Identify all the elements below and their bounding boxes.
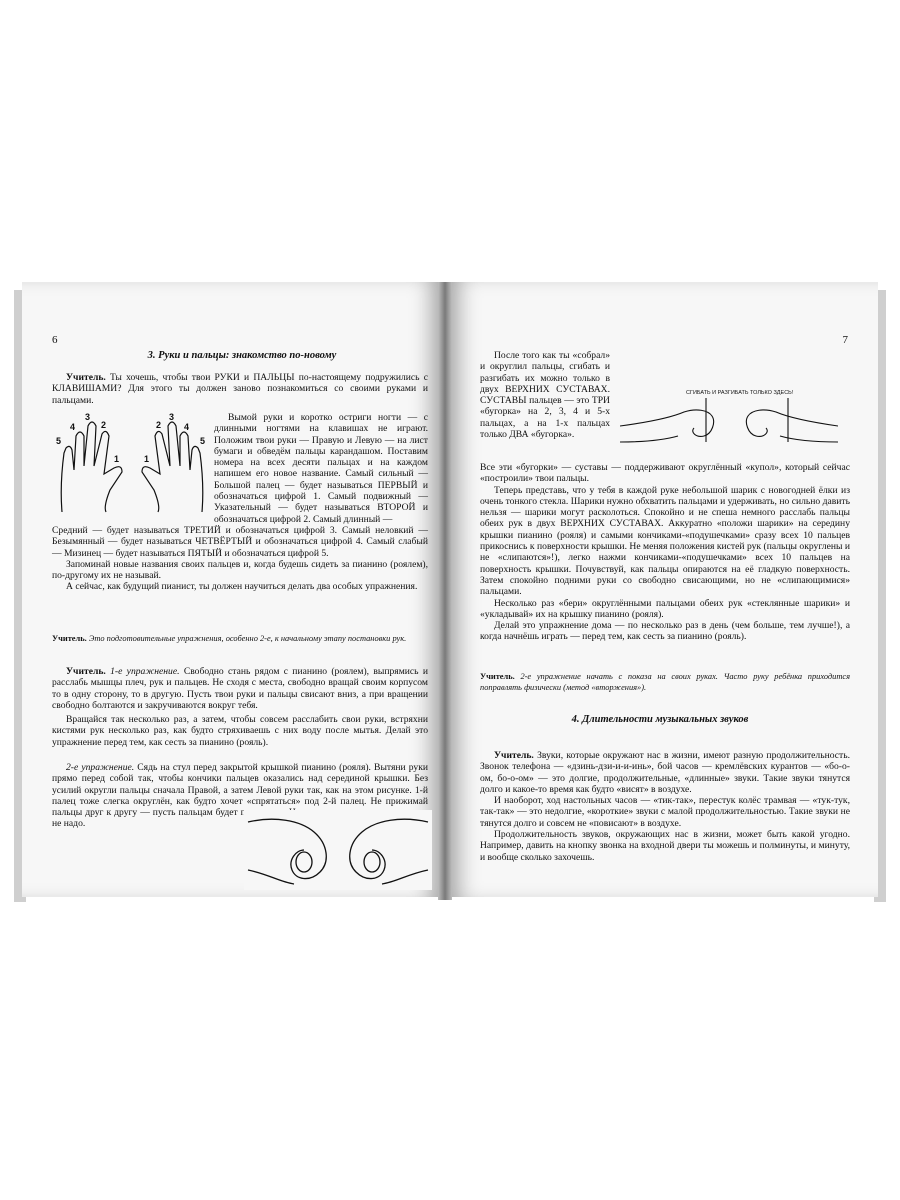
book-spine xyxy=(438,282,452,900)
fingers-paragraph: Средний — будет называться ТРЕТИЙ и обозначаться цифрой 3. Самый неловкий — Безымянный — будет называться ЧЕТВЁРТЫЙ и обозначаться цифрой 4. Самый слабый — Мизинец — будет называться ПЯТЫЙ и обозначаться цифрой 5. Запоминай новые названия своих пальцев и, когда будешь сидеть за пианино (роялем), по-другому их не называй. А сейчас, как будущий пианист, ты должен научиться делать два особых упражнения. xyxy=(52,525,428,593)
teacher-note: Учитель. 2-е упражнение начать с показа на своих руках. Часто руку ребёнка приходится поправлять физически (метод «вторжения»). xyxy=(480,672,851,692)
figure-caption: СГИБАТЬ И РАЗГИБАТЬ ТОЛЬКО ЗДЕСЬ! xyxy=(686,390,794,396)
sounds-paragraph: Учитель. Звуки, которые окружают нас в жизни, имеют разную продолжительность. Звонок телефона — «дзинь-дзи-и-и-инь», бой часов — кремлёвских курантов — «бо-о-ом, бо-о-ом» — это долгие, продолжительные, «длинные» звуки. Такие звуки тянутся долго и какое-то время как будто «висят» в воздухе. И наоборот, ход настольных часов — «тик-так», перестук колёс трамвая — «тук-тук, так-так» — это недолгие, «короткие» звуки с малой продолжительностью. Такие звуки не тянутся долго и совсем не «повисают» в воздухе. Продолжительность звуков, окружающих нас в жизни, может быть какой угодно. Например, давить на кнопку звонка на входной двери ты можешь и полминуты, и минуту, и вообще сколько захочешь. xyxy=(480,750,850,863)
speaker-label: Учитель. xyxy=(66,372,106,383)
section-title: 4. Длительности музыкальных звуков xyxy=(571,714,749,725)
exercise-2: 2-е упражнение. Сядь на стул перед закрытой крышкой пианино (рояля). Вытяни руки прямо перед собой так, чтобы кончики пальцев оказались над серединой крышки. Без усилий округли пальцы сначала Правой, а затем Левой руки так, как на этом рисунке. 1-й палец тоже слегка округлён, как будто хочет «спрятаться» под 2-й палец. Не прижимай пальцы друг к другу — пусть пальцам будет просторно. Но и растопыривать пальцы тоже не надо. xyxy=(52,762,429,830)
bending-fingers-figure xyxy=(620,382,838,452)
rounded-hands-figure xyxy=(244,810,432,890)
intro-text: Ты хочешь, чтобы твои РУКИ и ПАЛЬЦЫ по-настоящему подружились с КЛАВИШАМИ? Для этого ты должен заново познакомиться со своими руками и пальцами. xyxy=(52,372,428,406)
page-number: 6 xyxy=(52,334,58,346)
finger-number: 2 xyxy=(156,420,162,430)
finger-number: 4 xyxy=(70,422,76,432)
intro-paragraph xyxy=(52,372,428,406)
joints-paragraph: После того как ты «собрал» и округлил пальцы, сгибать и разгибать их можно только в двух ВЕРХНИХ СУСТАВАХ. СУСТАВЫ пальцев — это ТРИ «бугорка» на 2, 3, 4 и 5-х пальцах, а на 1-х пальцах только ДВА «бугорка». xyxy=(480,350,610,441)
hands-paragraph: Вымой руки и коротко остриги ногти — с длинными ногтями на клавишах не играют. Положим твои руки — Правую и Левую — на лист бумаги и обведём пальцы карандашом. Поставим номера на всех десяти пальцах и на каждом напишем его новое название. Самый сильный — Большой палец — будет называться ПЕРВЫЙ и обозначаться цифрой 1. Самый подвижный — Указательный — будет называться ВТОРОЙ и обозначаться цифрой 2. Самый длинный — xyxy=(214,412,428,525)
left-page xyxy=(22,282,440,897)
right-page xyxy=(450,282,878,897)
domes-paragraph: Все эти «бугорки» — суставы — поддерживают округлённый «купол», который сейчас «построили» твои пальцы. Теперь представь, что у тебя в каждой руке небольшой шарик с новогодней ёлки из очень тонкого стекла. Шарики нужно обхватить пальцами и удерживать, но сильно давить нельзя — шарики могут расколоться. Спокойно и не спеша немного расслабь пальцы обеих рук в двух ВЕРХНИХ СУСТАВАХ. Аккуратно «положи шарики» на середину крышки пианино (рояля) и самыми кончиками-«подушечками» сразу всех 10 пальцев прикоснись к поверхности крышки. Не меняя положения кистей рук (пальцы округлены и не «слипаются»!), легко нажми кончиками-«подушечками» всех 10 пальцев на поверхность крышки. Почувствуй, как пальцы опираются на её гладкую поверхность. Затем спокойно подними руки со свободно свисающими, но не «слипающимися» пальцами. Несколько раз «бери» округлёнными пальцами обеих рук «стеклянные шарики» и «укладывай» их на крышку пианино (рояля). Делай это упражнение дома — по несколько раз в день (чем больше, тем лучше!), а когда начнёшь играть — перед тем, как сесть за пианино (рояль). xyxy=(480,462,850,643)
finger-number: 5 xyxy=(56,436,62,446)
page-number: 7 xyxy=(842,334,848,346)
finger-number: 2 xyxy=(101,420,107,430)
finger-number: 1 xyxy=(114,454,120,464)
finger-number: 3 xyxy=(169,412,175,422)
finger-number: 4 xyxy=(184,422,190,432)
teacher-note: Учитель. Это подготовительные упражнения, особенно 2-е, к начальному этапу постановки рук. xyxy=(52,634,407,643)
section-title: 3. Руки и пальцы: знакомство по-новому xyxy=(147,350,337,361)
speaker-label: Учитель. xyxy=(52,634,87,643)
exercise-1: Учитель. 1-е упражнение. Свободно стань рядом с пианино (роялем), выпрямись и расслабь мышцы плеч, рук и пальцев. Не сходя с места, свободно вращай своим корпусом то в одну сторону, то в другую. Пусть твои руки и пальцы свисают вниз, а при вращении свободно болтаются и закручиваются вокруг тебя. Вращайся так несколько раз, а затем, чтобы совсем расслабить свои руки, встряхни кистями рук несколько раз, как будто стряхиваешь с них воду после мытья. Делай это упражнение перед тем, как сесть за пианино (рояль). xyxy=(52,666,428,748)
hands-outline-figure xyxy=(52,408,212,513)
finger-number: 1 xyxy=(144,454,150,464)
finger-number: 3 xyxy=(85,412,91,422)
finger-number: 5 xyxy=(200,436,206,446)
